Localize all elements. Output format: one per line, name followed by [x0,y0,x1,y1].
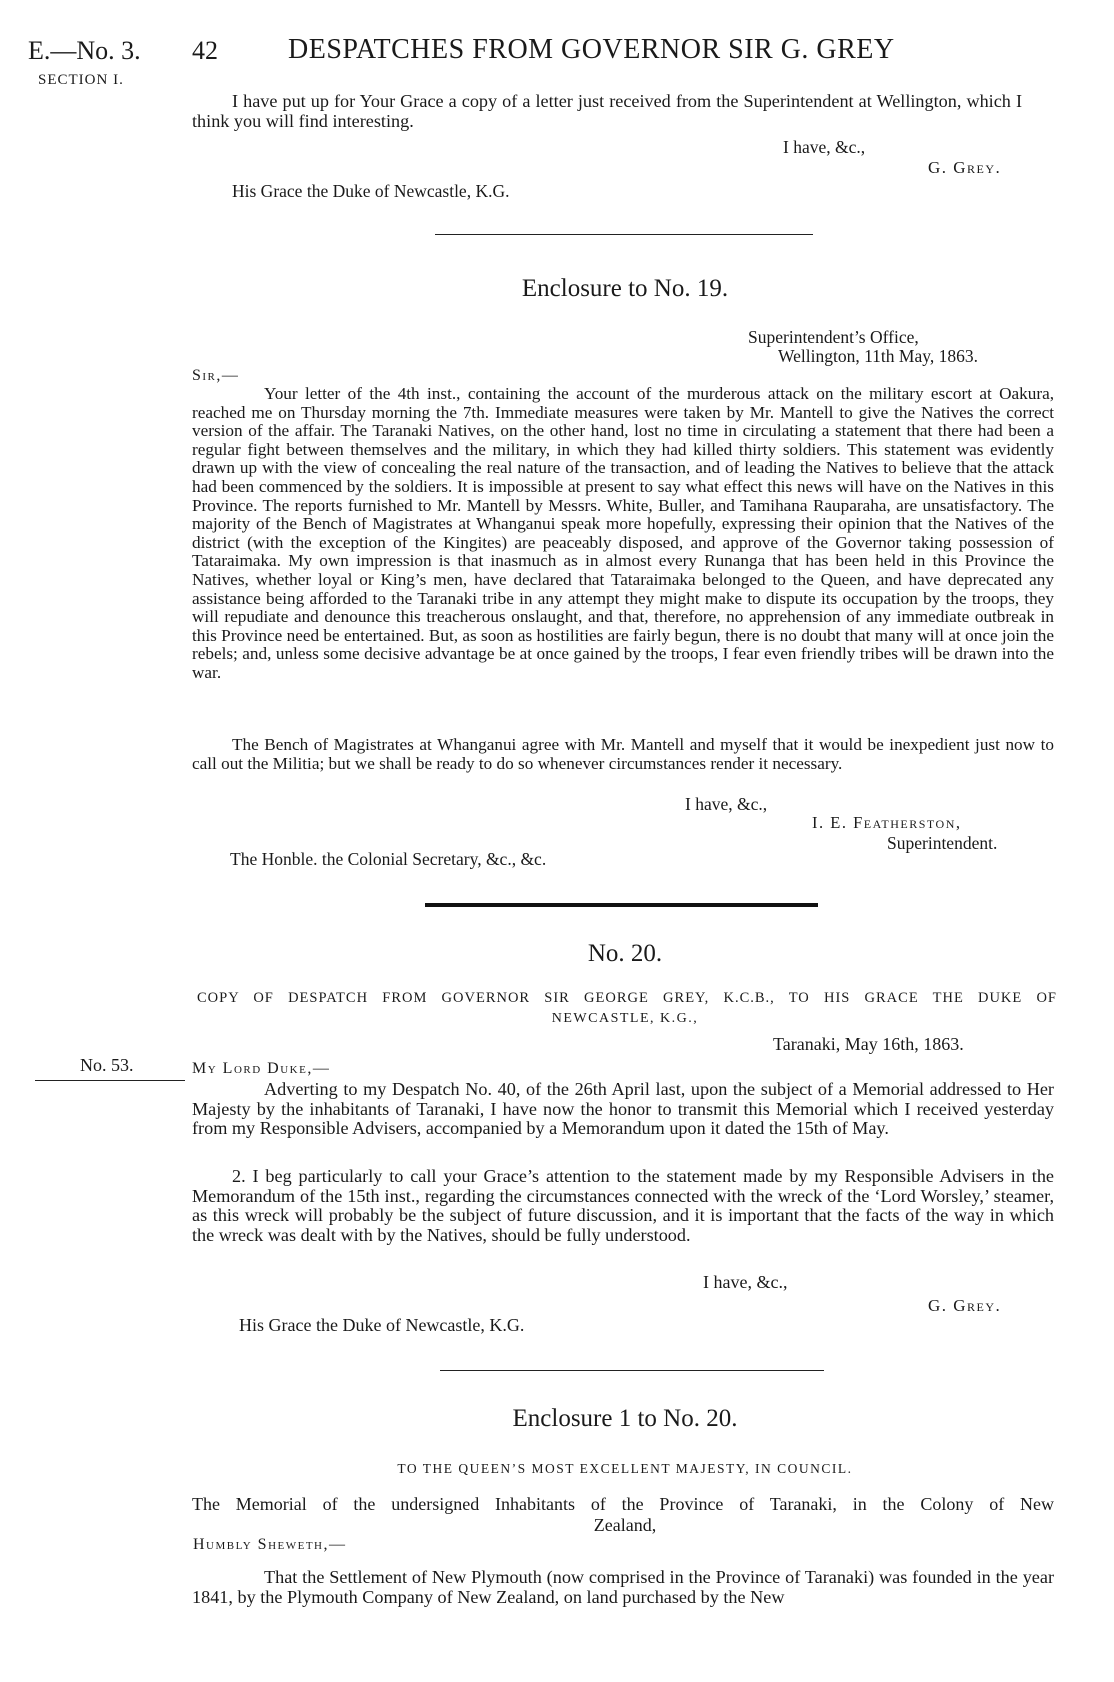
despatch-20-paragraph-1: Adverting to my Despatch No. 40, of the 26th April last, upon the subject of a Memorial addressed to Her Majesty by the inhabitants of Taranaki, I have now the honor to transmit this Memorial which I received yesterday from my Responsible Advisers, accompanied by a Memorandum upon it dated the 15th of May. [192,1079,1054,1139]
enclosure-19-paragraph-2: The Bench of Magistrates at Whanganui agree with Mr. Mantell and myself that it would be inexpedient just now to call out the Militia; but we shall be ready to do so whenever circumstances render it necessary. [192,735,1054,773]
humbly-sheweth: Humbly Sheweth,— [193,1536,347,1553]
despatch-20-closing: I have, &c., [703,1272,788,1292]
intro-signature: G. Grey. [928,158,1002,177]
page-number: 42 [192,36,218,65]
intro-closing: I have, &c., [783,137,866,157]
enclosure-19-addressee: The Honble. the Colonial Secretary, &c., &c. [230,849,547,869]
section-label: SECTION I. [38,72,124,88]
letter-place-date: Wellington, 11th May, 1863. [778,346,978,366]
despatch-20-paragraph-2: 2. I beg particularly to call your Grace’s attention to the statement made by my Responsible Advisers in the Memorandum of the 15th inst., regarding the circumstances connected with the wreck of the ‘Lord Worsley,’ steamer, as this wreck will probably be the subject of future discussion, and it is important that the facts of the way in which the wreck was dealt with by the Natives, should be fully understood. [192,1166,1054,1245]
memorial-address-line: TO THE QUEEN’S MOST EXCELLENT MAJESTY, IN COUNCIL. [397,1461,853,1476]
enclosure-20-heading: Enclosure 1 to No. 20. [512,1405,738,1432]
section-divider [440,1370,824,1371]
office-line: Superintendent’s Office, [748,327,919,347]
enclosure-19-paragraph-1: Your letter of the 4th inst., containing the account of the murderous attack on the military escort at Oakura, reached me on Thursday morning the 7th. Immediate measures were taken by Mr. Mantell to give the Natives the correct version of the affair. The Taranaki Natives, on the other hand, lost no time in circulating a statement that there had been a regular fight between themselves and the military, in which they had killed thirty soldiers. This statement was evidently drawn up with the view of concealing the real nature of the transaction, and of leading the Natives to believe that the attack had been commenced by the soldiers. It is impossible at present to say what effect this news will have on the Natives in this Province. The reports furnished to Mr. Mantell by Messrs. White, Buller, and Tamihana Rauparaha, are unsatisfactory. The majority of the Bench of Magistrates at Whanganui speak more hopefully, expressing their opinion that the Natives of the district (with the exception of the Kingites) are peaceably disposed, and approve of the Governor taking possession of Tataraimaka. My own impression is that inasmuch as in almost every Runanga that has been held in this Province the Natives, whether loyal or King’s men, have declared that Tataraimaka belonged to the Queen, and have deprecated any assistance being afforded to the Taranaki tribe in any attempt they might make to dispute its occupation by the troops, they will repudiate and denounce this treacherous onslaught, and that, therefore, no apprehension of any immediate outbreak in this Province need be entertained. But, as soon as hostilities are fairly begun, there is no doubt that many will at once join the rebels; and, unless some decisive advantage be at once gained by the troops, I fear even friendly tribes will be drawn into the war. [192,384,1054,682]
section-divider [435,234,813,235]
enclosure-19-signature: I. E. Featherston, [812,813,962,832]
despatch-20-heading: No. 20. [587,940,663,967]
memorial-intro-line-1: The Memorial of the undersigned Inhabitants of the Province of Taranaki, in the Colony of New [192,1494,1054,1514]
margin-reference: No. 53. [80,1055,134,1075]
despatch-place-date: Taranaki, May 16th, 1863. [773,1034,964,1054]
margin-rule [35,1080,185,1081]
memorial-intro-line-2: Zealand, [593,1515,657,1535]
despatch-20-signature: G. Grey. [928,1296,1002,1315]
intro-paragraph: I have put up for Your Grace a copy of a letter just received from the Superintendent at Wellington, which I think you will find interesting. [192,91,1022,131]
letter-salutation: Sir,— [192,367,240,384]
despatch-copy-line-1: COPY OF DESPATCH FROM GOVERNOR SIR GEORGE GREY, K.C.B., TO HIS GRACE THE DUKE OF [197,990,1057,1006]
enclosure-19-closing: I have, &c., [685,794,768,814]
despatch-salutation: My Lord Duke,— [192,1060,331,1077]
document-reference: E.—No. 3. [28,36,141,65]
enclosure-19-signatory-title: Superintendent. [887,833,998,853]
intro-addressee: His Grace the Duke of Newcastle, K.G. [232,181,510,201]
page-title: DESPATCHES FROM GOVERNOR SIR G. GREY [288,34,895,65]
enclosure-19-heading: Enclosure to No. 19. [521,275,729,302]
memorial-paragraph-1: That the Settlement of New Plymouth (now comprised in the Province of Taranaki) was founded in the year 1841, by the Plymouth Company of New Zealand, on land purchased by the New [192,1567,1054,1607]
section-divider-thick [425,903,818,907]
despatch-20-addressee: His Grace the Duke of Newcastle, K.G. [239,1315,525,1335]
despatch-copy-line-2: NEWCASTLE, K.G., [551,1011,699,1026]
